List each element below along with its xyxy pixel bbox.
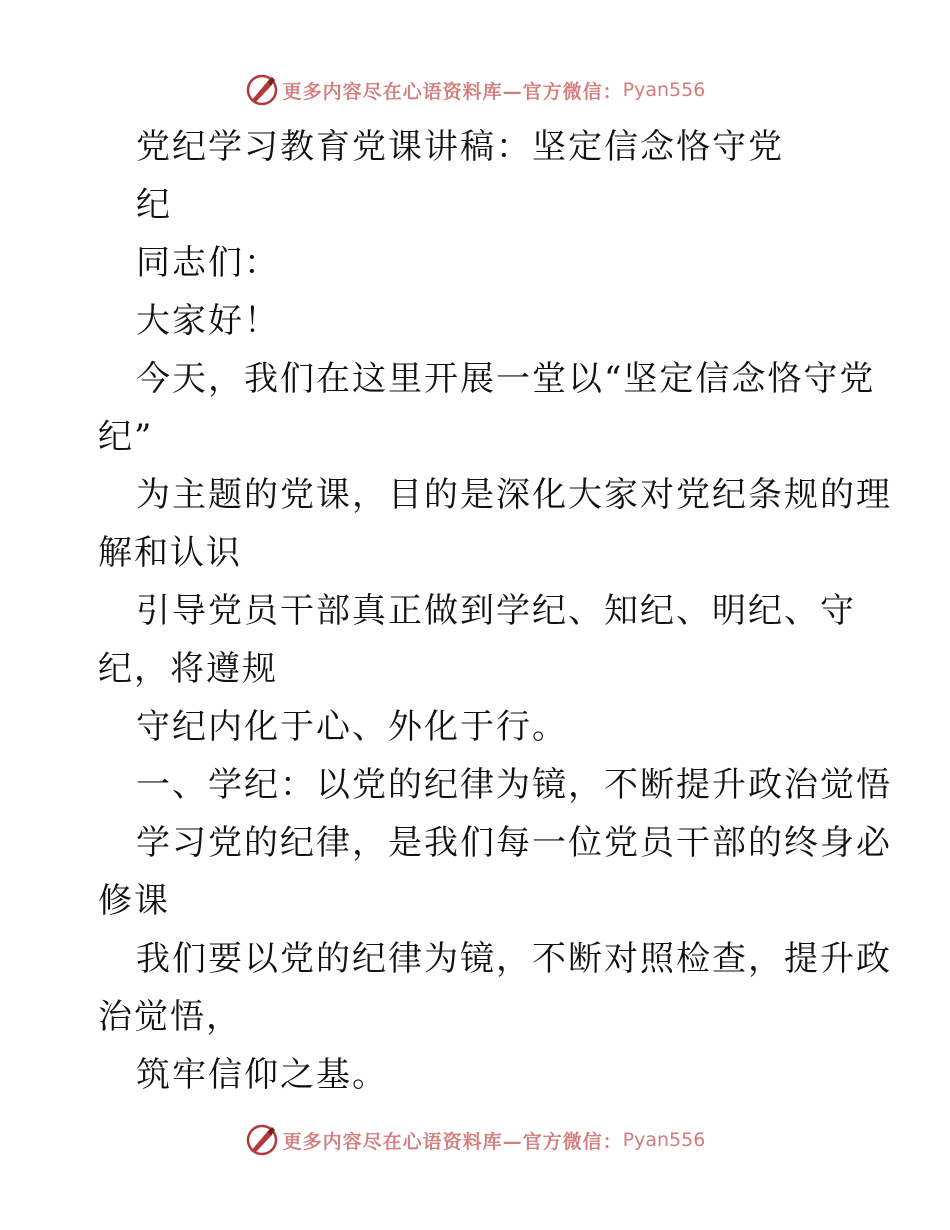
footer-banner	[0, 1120, 950, 1160]
text-line: 引导党员干部真正做到学纪、知纪、明纪、守	[136, 591, 856, 631]
header-banner	[0, 70, 950, 110]
text-line: 修课	[98, 881, 170, 921]
text-line: 大家好！	[136, 301, 280, 341]
text-line: 同志们：	[136, 243, 280, 283]
text-line: 筑牢信仰之基。	[136, 1055, 388, 1095]
text-line: 守纪内化于心、外化于行。	[136, 707, 568, 747]
text-line: 纪	[136, 185, 172, 225]
footer-wechat-id: Pyan556	[622, 1129, 706, 1151]
text-line: 一、学纪：以党的纪律为镜，不断提升政治觉悟	[136, 765, 892, 805]
document-body	[98, 118, 892, 1104]
text-line: 纪，将遵规	[98, 649, 278, 689]
footer-banner-text: 更多内容尽在心语资料库—官方微信：	[282, 1130, 623, 1153]
pen-logo-icon	[245, 73, 279, 107]
text-line: 为主题的党课，目的是深化大家对党纪条规的理	[136, 475, 892, 515]
text-line: 今天，我们在这里开展一堂以“坚定信念恪守党	[136, 359, 876, 399]
text-line: 治觉悟，	[98, 997, 242, 1037]
text-line: 我们要以党的纪律为镜，不断对照检查，提升政	[136, 939, 892, 979]
text-line: 党纪学习教育党课讲稿：坚定信念恪守党	[136, 127, 784, 167]
text-line: 解和认识	[98, 533, 242, 573]
header-wechat-id: Pyan556	[622, 79, 706, 101]
pen-logo-icon	[245, 1123, 279, 1157]
header-banner-text: 更多内容尽在心语资料库—官方微信：	[282, 80, 623, 103]
text-line: 学习党的纪律，是我们每一位党员干部的终身必	[136, 823, 892, 863]
text-line: 纪”	[98, 417, 154, 457]
